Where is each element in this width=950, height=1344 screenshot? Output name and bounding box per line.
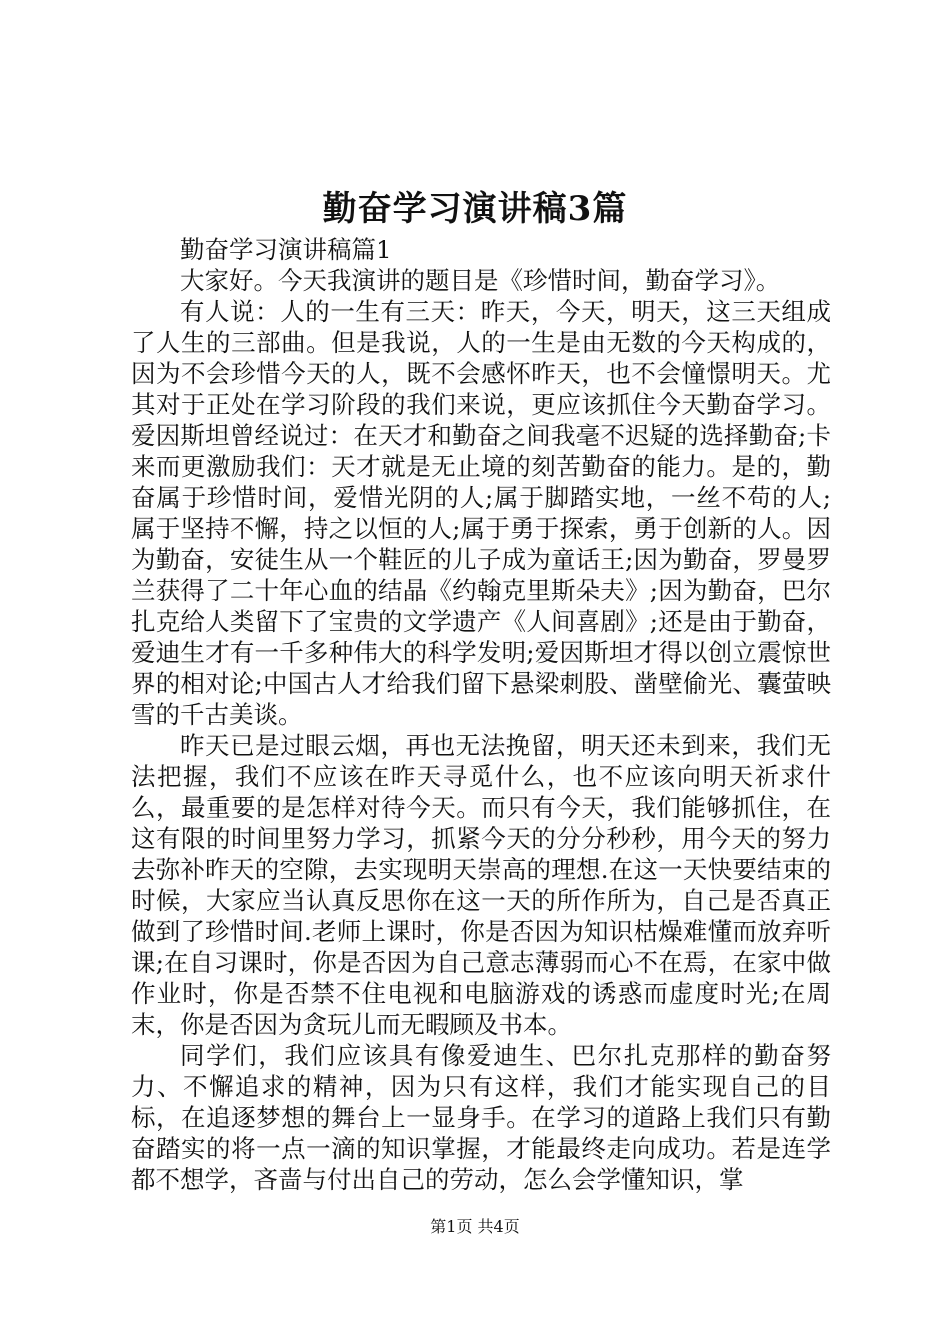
paragraph-classmates: 同学们，我们应该具有像爱迪生、巴尔扎克那样的勤奋努力、不懈追求的精神，因为只有这样，我们才能实现自己的目标，在追逐梦想的舞台上一显身手。在学习的道路上我们只有勤奋踏实的将一点一滴的知识掌握，才能最终走向成功。若是连学都不想学，吝啬与付出自己的劳动，怎么会学懂知识，掌 [131, 1041, 831, 1194]
page-footer: 第1页 共4页 [430, 1217, 520, 1236]
document-body [131, 234, 831, 1195]
paragraph-three-days: 有人说：人的一生有三天：昨天，今天，明天，这三天组成了人生的三部曲。但是我说，人的一生是由无数的今天构成的，因为不会珍惜今天的人，既不会感怀昨天，也不会憧憬明天。尤其对于正处在学习阶段的我们来说，更应该抓住今天勤奋学习。爱因斯坦曾经说过：在天才和勤奋之间我毫不迟疑的选择勤奋;卡来而更激励我们：天才就是无止境的刻苦勤奋的能力。是的，勤奋属于珍惜时间，爱惜光阴的人;属于脚踏实地，一丝不苟的人;属于坚持不懈，持之以恒的人;属于勇于探索，勇于创新的人。因为勤奋，安徒生从一个鞋匠的儿子成为童话王;因为勤奋，罗曼罗兰获得了二十年心血的结晶《约翰克里斯朵夫》;因为勤奋，巴尔扎克给人类留下了宝贵的文学遗产《人间喜剧》;还是由于勤奋，爱迪生才有一千多种伟大的科学发明;爱因斯坦才得以创立震惊世界的相对论;中国古人才给我们留下悬梁刺股、凿壁偷光、囊萤映雪的千古美谈。 [131, 297, 831, 729]
document-title: 勤奋学习演讲稿3篇 [322, 189, 628, 229]
paragraph-greeting: 大家好。今天我演讲的题目是《珍惜时间，勤奋学习》。 [180, 266, 781, 295]
paragraph-yesterday: 昨天已是过眼云烟，再也无法挽留，明天还未到来，我们无法把握，我们不应该在昨天寻觅什么，也不应该向明天祈求什么，最重要的是怎样对待今天。而只有今天，我们能够抓住，在这有限的时间里努力学习，抓紧今天的分分秒秒，用今天的努力去弥补昨天的空隙，去实现明天崇高的理想.在这一天快要结束的时候，大家应当认真反思你在这一天的所作所为，自己是否真正做到了珍惜时间.老师上课时，你是否因为知识枯燥难懂而放弃听课;在自习课时，你是否因为自己意志薄弱而心不在焉，在家中做作业时，你是否禁不住电视和电脑游戏的诱惑而虚度时光;在周末，你是否因为贪玩儿而无暇顾及书本。 [131, 731, 831, 1039]
section-heading: 勤奋学习演讲稿篇1 [180, 235, 392, 264]
